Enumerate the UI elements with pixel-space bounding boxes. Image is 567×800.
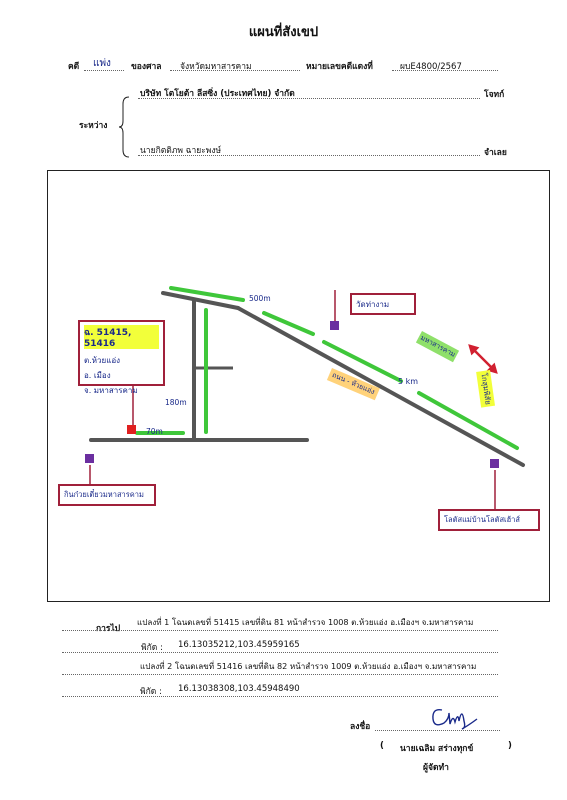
plaintiff-name: บริษัท โตโยต้า ลีสซิ่ง (ประเทศไทย) จำกัด (140, 89, 295, 99)
signer-name: นายเฉลิม สร่างทุกข์ (400, 744, 474, 754)
defendant-role: จำเลย (484, 148, 507, 158)
coord2-label: พิกัด : (140, 687, 162, 697)
case-label: คดี (68, 62, 80, 72)
address-district: อ. เมือง (84, 371, 111, 380)
distance-70m: 70m (146, 427, 163, 436)
left-landmark-label: กินก๋วยเตี๋ยวมหาสารคาม (64, 490, 144, 499)
direction-arrow-icon (470, 346, 496, 372)
signer-role: ผู้จัดทำ (423, 763, 449, 773)
brace-icon (118, 96, 130, 158)
green-seg-a (264, 313, 313, 334)
coord1-value: 16.13035212,103.45959165 (178, 640, 300, 650)
address-subdistrict: ต.ห้วยแอ่ง (84, 356, 121, 365)
right-landmark-label: โลตัสแม่บ้านโลตัสเฮ้าส์ (444, 515, 520, 524)
distance-500m: 500m (249, 294, 271, 303)
left-pin-icon (85, 454, 94, 463)
case-type: แพ่ง (93, 58, 111, 69)
to-city-label: มหาสารคาม (416, 331, 460, 362)
left-landmark-box (58, 484, 156, 506)
purpose-label: การไป (96, 624, 121, 634)
green-seg-c (419, 393, 517, 448)
sign-label: ลงชื่อ (350, 722, 371, 732)
between-label: ระหว่าง (79, 121, 108, 131)
temple-label: วัดท่างาม (356, 300, 390, 309)
plot1-description: แปลงที่ 1 โฉนดเลขที่ 51415 เลขที่ดิน 81 หน้าสำรวจ 1008 ต.ห้วยแอ่ง อ.เมืองฯ จ.มหาสารคาม (137, 617, 474, 627)
court-name: จังหวัดมหาสารคาม (180, 62, 252, 72)
red-number: ผบE4800/2567 (400, 62, 462, 72)
page-title: แผนที่สังเขป (248, 25, 319, 40)
signature-image (428, 704, 478, 730)
site-pin-icon (127, 425, 136, 434)
right-landmark-box (438, 509, 540, 531)
court-label: ของศาล (131, 62, 162, 72)
plaintiff-role: โจทก์ (484, 90, 505, 100)
parcel-number: ฉ. 51415, 51416 (84, 325, 159, 349)
close-paren: ) (508, 741, 512, 751)
distance-5km: 5 km (398, 377, 419, 386)
to-kosum-label: โกสุมพิสัย (476, 370, 495, 408)
defendant-name: นายกิตติภพ ฉายะพงษ์ (140, 146, 222, 156)
coord2-value: 16.13038308,103.45948490 (178, 684, 300, 694)
distance-180m: 180m (165, 398, 187, 407)
temple-label-box (350, 293, 416, 315)
main-road (163, 293, 238, 308)
temple-pin-icon (330, 321, 339, 330)
address-province: จ. มหาสารคาม (84, 386, 138, 395)
coord1-label: พิกัด : (141, 643, 163, 653)
road-label: ถนน - ห้วยแอ่ง (327, 368, 380, 400)
red-no-label: หมายเลขคดีแดงที่ (306, 62, 373, 72)
open-paren: ( (380, 741, 384, 751)
parcel-info-box (78, 320, 165, 395)
plot2-description: แปลงที่ 2 โฉนดเลขที่ 51416 เลขที่ดิน 82 หน้าสำรวจ 1009 ต.ห้วยแอ่ง อ.เมืองฯ จ.มหาสารคาม (140, 661, 477, 671)
right-pin-icon (490, 459, 499, 468)
